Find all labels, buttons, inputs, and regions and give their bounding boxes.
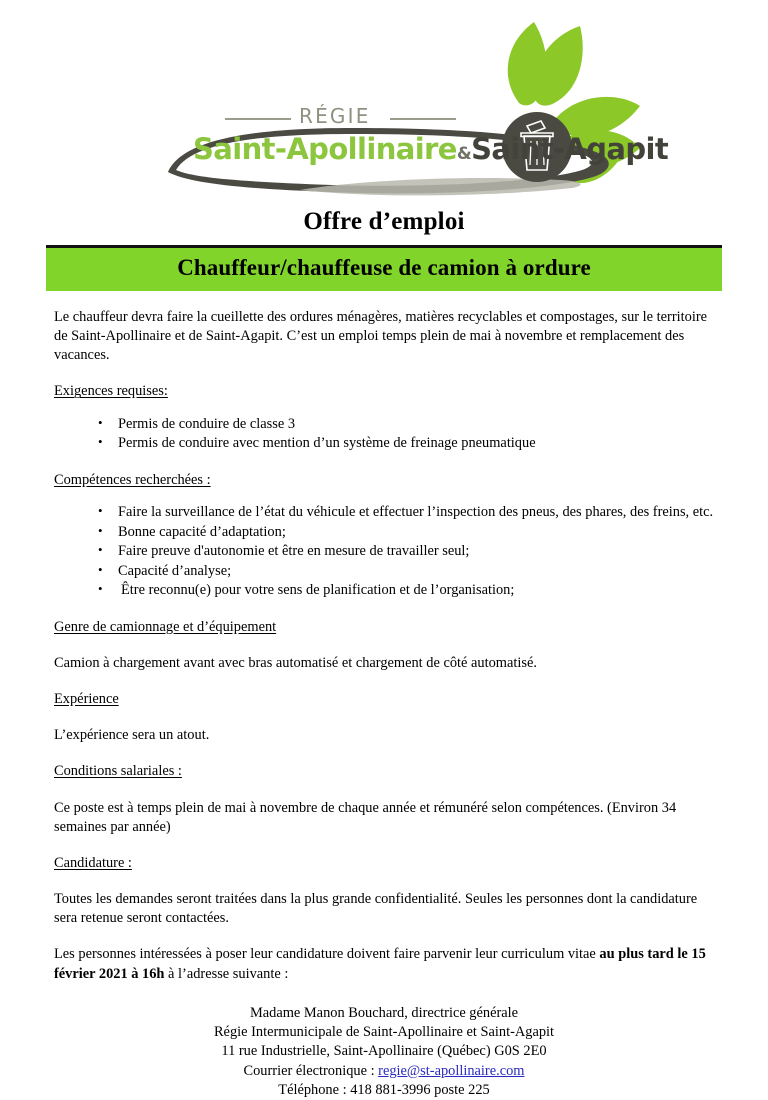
logo-header [0, 0, 768, 200]
wordmark-saint-agapit: Saint-Agapit [471, 132, 669, 166]
exigences-list [54, 415, 714, 454]
contact-block [54, 1004, 714, 1100]
closing-tail: à l’adresse suivante : [164, 965, 289, 982]
section-heading-experience: Expérience [54, 691, 119, 708]
closing-deadline: au plus tard le 15 février 2021 à 16h [54, 946, 706, 982]
list-item: • Bonne capacité d’adaptation; [98, 523, 714, 543]
experience-body: L’expérience sera un atout. [54, 727, 210, 744]
heading-row-experience [54, 690, 714, 709]
municipality-wordmark [193, 132, 668, 166]
section-heading-competences: Compétences recherchées : [54, 471, 211, 488]
regie-rule-right [390, 118, 456, 120]
contact-email-link[interactable]: regie@st-apollinaire.com [378, 1062, 525, 1079]
list-item: • Être reconnu(e) pour votre sens de planification et de l’organisation; [98, 581, 714, 601]
contact-organization: Régie Intermunicipale de Saint-Apollinaire et Saint-Agapit [213, 1024, 555, 1040]
contact-email-label: Courrier électronique : [243, 1062, 379, 1079]
list-item: • Faire preuve d'autonomie et être en mesure de travailler seul; [98, 542, 714, 562]
regie-rule-left [225, 118, 291, 120]
list-item: • Capacité d’analyse; [98, 562, 714, 582]
regie-logo-graphic [0, 0, 768, 200]
contact-address: 11 rue Industrielle, Saint-Apollinaire (Québec) G0S 2E0 [221, 1043, 547, 1060]
intro-paragraph: Le chauffeur devra faire la cueillette des ordures ménagères, matières recyclables et compostages, sur le territoire de Saint-Apollinaire et de Saint-Agapit. C’est un emploi temps plein de mai à novembre et remplacement des vacances. [54, 309, 707, 364]
heading-row-exigences [54, 382, 714, 401]
heading-row-competences [54, 471, 714, 490]
camionnage-body: Camion à chargement avant avec bras automatisé et chargement de côté automatisé. [54, 654, 537, 671]
heading-row-camionnage [54, 618, 714, 637]
heading-row-conditions [54, 762, 714, 781]
section-heading-candidature: Candidature : [54, 854, 132, 871]
section-heading-conditions: Conditions salariales : [54, 763, 182, 780]
list-item: • Faire la surveillance de l’état du véhicule et effectuer l’inspection des pneus, des phares, des freins, etc. [98, 503, 714, 523]
section-heading-camionnage: Genre de camionnage et d’équipement [54, 618, 277, 635]
list-item: • Permis de conduire avec mention d’un système de freinage pneumatique [98, 434, 714, 454]
competences-list [54, 503, 714, 601]
heading-row-candidature [54, 854, 714, 873]
closing-paragraph [54, 945, 714, 983]
regie-wordmark: RÉGIE [299, 104, 371, 128]
wordmark-ampersand: & [456, 144, 472, 164]
contact-phone: Téléphone : 418 881-3996 poste 225 [278, 1081, 490, 1098]
job-title-banner-wrapper [46, 245, 722, 291]
candidature-body: Toutes les demandes seront traitées dans la plus grande confidentialité. Seules les personnes dont la candidature sera retenue seront contactées. [54, 891, 698, 927]
wordmark-saint-apollinaire: Saint-Apollinaire [193, 132, 457, 166]
contact-email-row [54, 1062, 714, 1081]
contact-name: Madame Manon Bouchard, directrice générale [249, 1004, 519, 1021]
document-body [0, 291, 768, 1100]
conditions-body: Ce poste est à temps plein de mai à novembre de chaque année et rémunéré selon compétences. (Environ 34 semaines par année) [54, 799, 677, 835]
list-item: • Permis de conduire de classe 3 [98, 415, 714, 435]
page-title: Offre d’emploi [303, 208, 465, 235]
job-title-banner: Chauffeur/chauffeuse de camion à ordure [46, 248, 722, 291]
section-heading-exigences: Exigences requises: [54, 383, 168, 400]
closing-lead: Les personnes intéressées à poser leur candidature doivent faire parvenir leur curriculum vitae [54, 946, 600, 963]
